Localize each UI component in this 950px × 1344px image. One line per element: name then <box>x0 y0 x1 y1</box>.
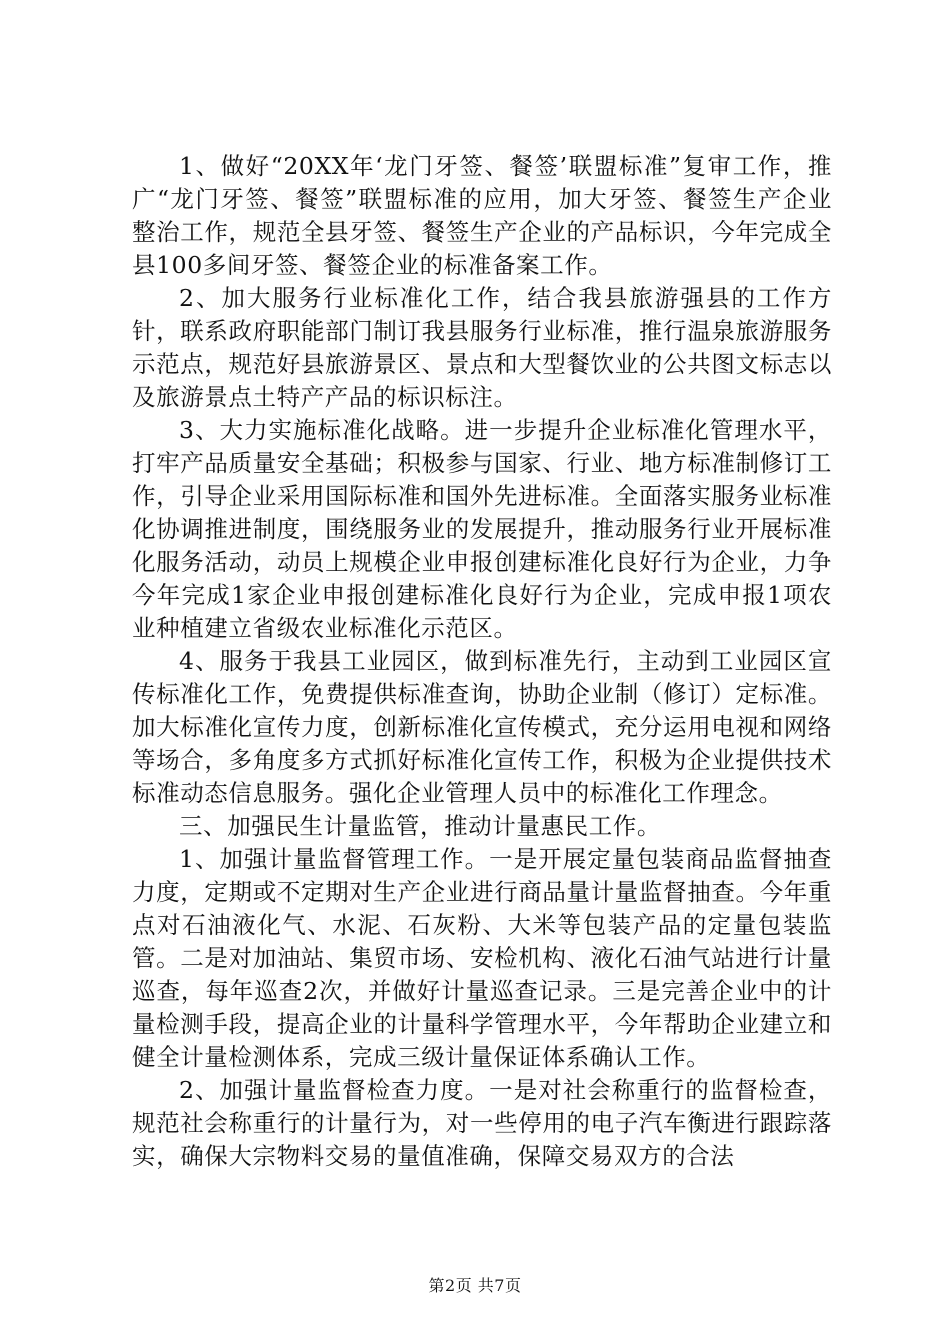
paragraph-metrology-inspection: 2、加强计量监督检查力度。一是对社会称重行的监督检查，规范社会称重行的计量行为，对一些停用的电子汽车衡进行跟踪落实，确保大宗物料交易的量值准确，保障交易双方的合法 <box>132 1076 832 1170</box>
paragraph-standardization-strategy: 3、大力实施标准化战略。进一步提升企业标准化管理水平，打牢产品质量安全基础；积极参与国家、行业、地方标准制修订工作，引导企业采用国际标准和国外先进标准。全面落实服务业标准化协调推进制度，围绕服务业的发展提升，推动服务行业开展标准化服务活动，动员上规模企业申报创建标准化良好行为企业，力争今年完成1家企业申报创建标准化良好行为企业，完成申报1项农业种植建立省级农业标准化示范区。 <box>132 416 832 642</box>
section-heading-metrology: 三、加强民生计量监管，推动计量惠民工作。 <box>179 812 661 840</box>
paragraph-industrial-park: 4、服务于我县工业园区，做到标准先行，主动到工业园区宣传标准化工作，免费提供标准查询，协助企业制（修订）定标准。加大标准化宣传力度，创新标准化宣传模式，充分运用电视和网络等场合，多角度多方式抓好标准化宣传工作，积极为企业提供技术标准动态信息服务。强化企业管理人员中的标准化工作理念。 <box>132 647 832 807</box>
paragraph-service-industry: 2、加大服务行业标准化工作，结合我县旅游强县的工作方针，联系政府职能部门制订我县服务行业标准，推行温泉旅游服务示范点，规范好县旅游景区、景点和大型餐饮业的公共图文标志以及旅游景点土特产产品的标识标注。 <box>132 284 832 411</box>
page-number-footer: 第2页 共7页 <box>428 1276 522 1295</box>
document-body <box>132 150 832 1173</box>
paragraph-standard-toothpick: 1、做好“20XX年‘龙门牙签、餐签’联盟标准”复审工作，推广“龙门牙签、餐签”联盟标准的应用，加大牙签、餐签生产企业整治工作，规范全县牙签、餐签生产企业的产品标识，今年完成全县100多间牙签、餐签企业的标准备案工作。 <box>132 152 832 279</box>
paragraph-metrology-management: 1、加强计量监督管理工作。一是开展定量包装商品监督抽查力度，定期或不定期对生产企业进行商品量计量监督抽查。今年重点对石油液化气、水泥、石灰粉、大米等包装产品的定量包装监管。二是对加油站、集贸市场、安检机构、液化石油气站进行计量巡查，每年巡查2次，并做好计量巡查记录。三是完善企业中的计量检测手段，提高企业的计量科学管理水平，今年帮助企业建立和健全计量检测体系，完成三级计量保证体系确认工作。 <box>132 845 832 1071</box>
